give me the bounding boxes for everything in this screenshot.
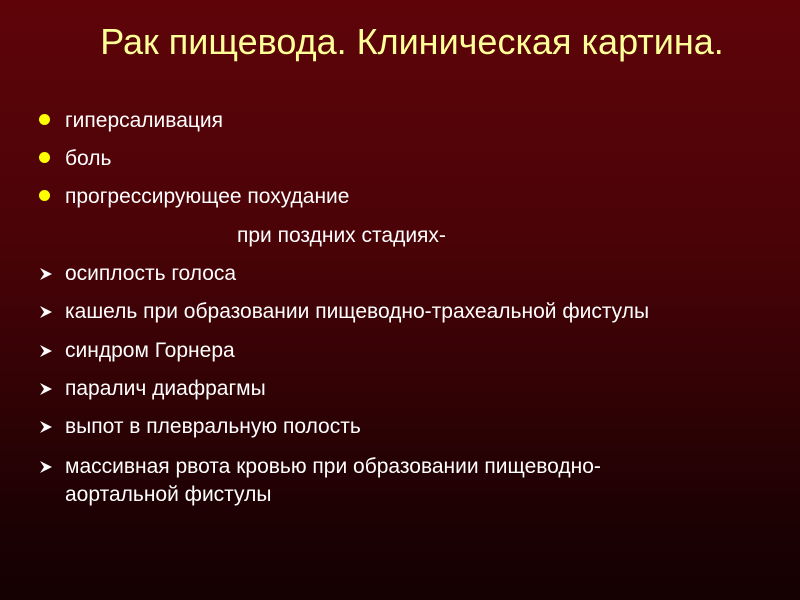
list-item-text: боль — [65, 147, 112, 170]
list-item-text: гиперсаливация — [65, 109, 224, 132]
arrowhead-bullet-icon — [38, 298, 58, 326]
arrowhead-bullet-icon — [38, 413, 58, 441]
list-item-text: осиплость голоса — [65, 262, 237, 285]
list-item — [38, 145, 778, 173]
list-item-text: синдром Горнера — [65, 339, 235, 362]
list-item-text: паралич диафрагмы — [65, 377, 266, 400]
list-item-text: прогрессирующее похудание — [65, 185, 350, 208]
arrowhead-bullet-icon — [38, 375, 58, 403]
list-item-text: массивная рвота кровью при образовании пищеводно-аортальной фистулы — [65, 455, 601, 506]
bullet-dot-icon — [38, 107, 58, 135]
list-item-text: кашель при образовании пищеводно-трахеальной фистулы — [65, 300, 650, 323]
list-item — [38, 298, 778, 326]
list-item — [38, 413, 778, 441]
arrowhead-bullet-icon — [38, 337, 58, 365]
list-item — [38, 183, 778, 211]
list-item — [38, 337, 778, 365]
list-item — [38, 453, 678, 509]
bullet-dot-icon — [38, 183, 58, 211]
bullet-dot-icon — [38, 145, 58, 173]
list-item — [38, 107, 778, 135]
arrowhead-bullet-icon — [38, 260, 58, 288]
arrowhead-bullet-icon — [38, 453, 58, 481]
slide-title: Рак пищевода. Клиническая картина. — [100, 21, 724, 62]
list-item-text: выпот в плевральную полость — [65, 415, 361, 438]
late-stage-subheading: при поздних стадиях- — [237, 224, 446, 247]
list-item — [38, 260, 778, 288]
list-item — [38, 375, 778, 403]
